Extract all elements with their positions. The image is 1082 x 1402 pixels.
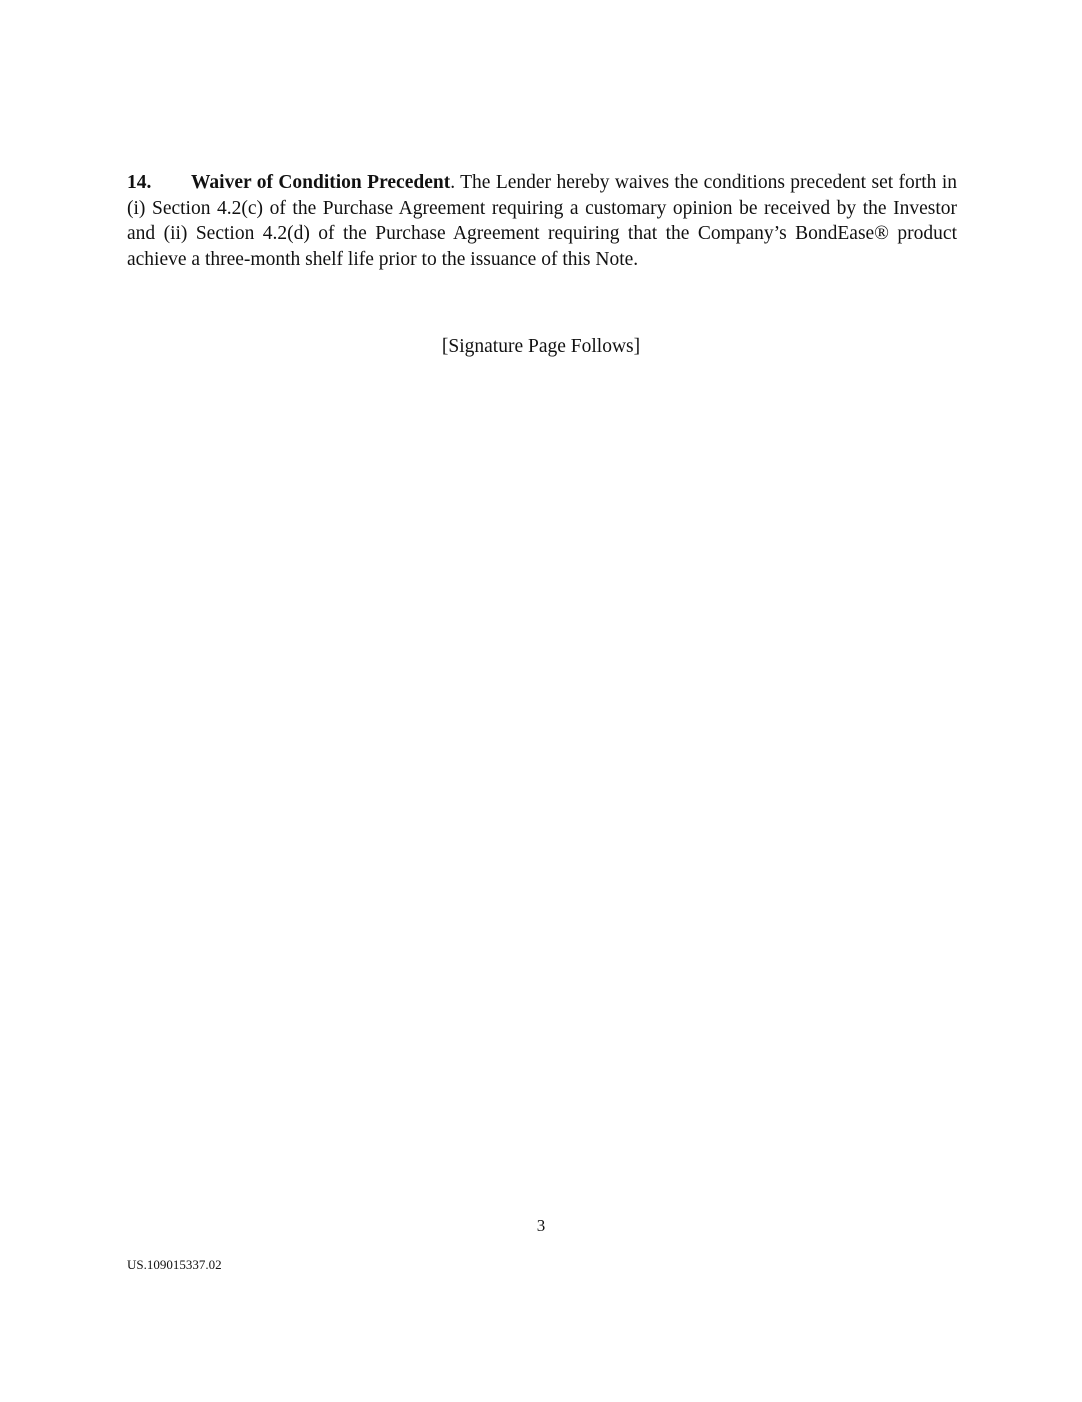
- section-number: 14.: [127, 172, 152, 193]
- signature-page-note: [Signature Page Follows]: [441, 336, 641, 357]
- section-body: . The Lender hereby waives the conditions precedent set forth in (i) Section 4.2(c) of the Purchase Agreement requiring a customary opinion be received by the Investor and (ii) Section 4.2(d) of the Purchase Agreement requiring that the Company’s BondEase® product achieve a three-month shelf life prior to the issuance of this Note.: [127, 172, 957, 271]
- document-id: US.109015337.02: [127, 1257, 222, 1272]
- section-14-paragraph: [127, 170, 957, 273]
- page-number: 3: [536, 1216, 546, 1235]
- section-heading: Waiver of Condition Precedent: [191, 172, 451, 193]
